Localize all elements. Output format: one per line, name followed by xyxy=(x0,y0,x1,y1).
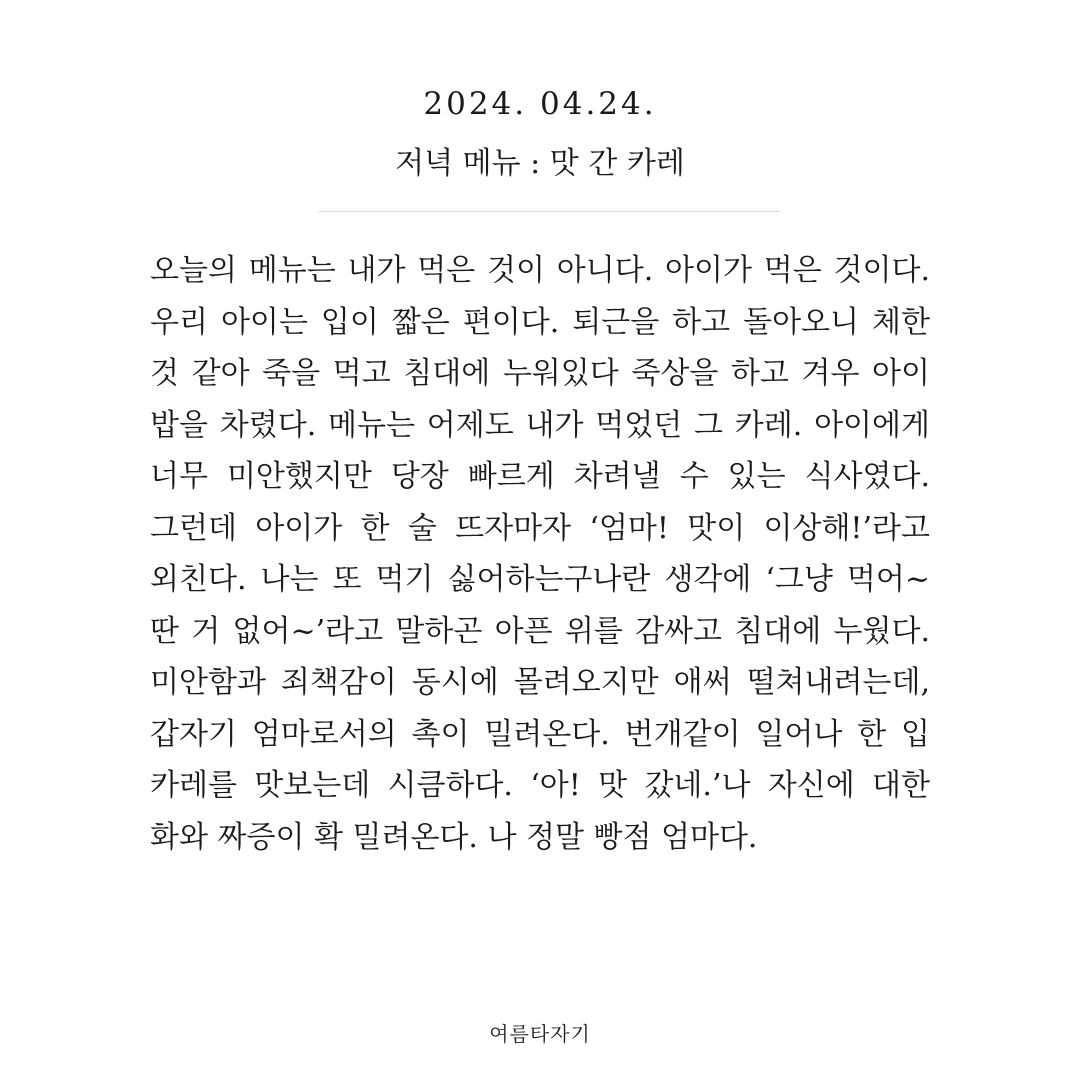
menu-title: 저녁 메뉴 : 맛 간 카레 xyxy=(395,146,685,181)
author-signature: 여름타자기 xyxy=(489,1022,591,1046)
entry-date: 2024. 04.24. xyxy=(423,86,657,122)
title-divider xyxy=(318,211,780,212)
diary-body: 오늘의 메뉴는 내가 먹은 것이 아니다. 아이가 먹은 것이다. 우리 아이는 입이 짧은 편이다. 퇴근을 하고 돌아오니 체한 것 같아 죽을 먹고 침대에 누워있다 죽상을 하고 겨우 아이 밥을 차렸다. 메뉴는 어제도 내가 먹었던 그 카레. 아이에게 너무 미안했지만 당장 빠르게 차려낼 수 있는 식사였다. 그런데 아이가 한 술 뜨자마자 ‘엄마! 맛이 이상해!’라고 외친다. 나는 또 먹기 싫어하는구나란 생각에 ‘그냥 먹어~ 딴 거 없어~’라고 말하곤 아픈 위를 감싸고 침대에 누웠다. 미안함과 죄책감이 동시에 몰려오지만 애써 떨쳐내려는데, 갑자기 엄마로서의 촉이 밀려온다. 번개같이 일어나 한 입 카레를 맛보는데 시큼하다. ‘아! 맛 갔네.’나 자신에 대한 화와 짜증이 확 밀려온다. 나 정말 빵점 엄마다. xyxy=(150,253,930,855)
